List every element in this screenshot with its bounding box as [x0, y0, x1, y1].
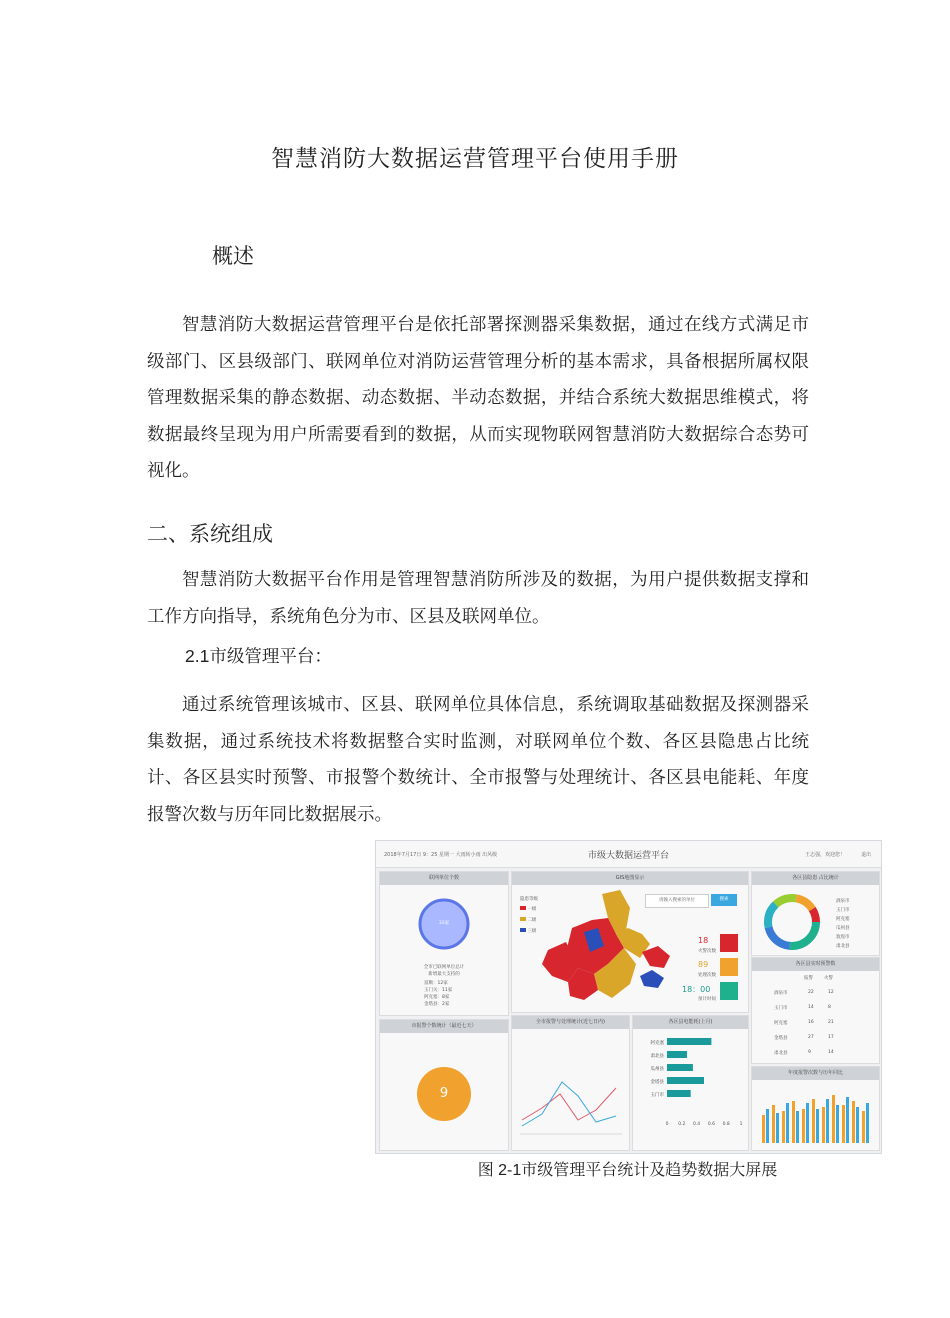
energy-bar: [667, 1090, 691, 1097]
map-stat-label-0: 火警次数: [698, 949, 716, 954]
dashboard-header: [376, 841, 881, 868]
map-regions: [512, 872, 748, 1012]
alarm-count-value: 9: [439, 1086, 449, 1101]
warning-row-a-3: 27: [808, 1035, 814, 1040]
map-stat-label-1: 处理次数: [698, 973, 716, 978]
units-list-1: 玉门关：11家: [424, 988, 453, 993]
warning-row-name-2: 阿克塞: [774, 1021, 788, 1026]
trend-lines: [512, 1030, 629, 1150]
warning-row-b-0: 12: [828, 990, 834, 995]
energy-chart: [633, 1030, 748, 1148]
map-legend-2: 二级: [520, 917, 536, 923]
energy-tick-label: 0.2: [678, 1122, 686, 1127]
warning-col-1: 火警: [824, 976, 833, 981]
map-search-button[interactable]: 搜索: [711, 894, 737, 906]
dashboard-title: 市级大数据运营平台: [587, 851, 669, 861]
energy-category-label: 玉门市: [650, 1093, 664, 1098]
caption-label: 市级管理平台统计及趋势数据大屏展: [521, 1160, 778, 1179]
city-platform-paragraph: 通过系统管理该城市、区县、联网单位具体信息，系统调取基础数据及探测器采集数据，通过系统技术将数据整合实时监测，对联网单位个数、各区县隐患占比统计、各区县实时预警、市报警个数统计、全市报警与处理统计、各区县电能耗、年度报警次数与历年同比数据展示。: [147, 695, 809, 825]
yearly-bars: [752, 1081, 879, 1149]
warning-row-name-3: 金塔县: [774, 1036, 788, 1041]
energy-bar: [667, 1038, 711, 1045]
dashboard-date: 2018年7月17日 9：25 星期一 大雨转小雨 出风级: [384, 852, 498, 858]
units-panel: [379, 871, 509, 1016]
system-paragraph: 智慧消防大数据平台作用是管理智慧消防所涉及的数据，为用户提供数据支撑和工作方向指导，系统角色分为市、区县及联网单位。: [147, 570, 809, 627]
figure-caption: [375, 1157, 880, 1180]
map-panel: [511, 871, 749, 1013]
warning-row-b-2: 21: [828, 1020, 834, 1025]
map-legend-1: 一级: [520, 906, 536, 912]
alarm-count-panel: [379, 1019, 509, 1151]
trend-panel: [511, 1015, 630, 1151]
map-stat-value-0: 18: [698, 936, 709, 945]
energy-tick-label: 0.6: [707, 1122, 715, 1127]
map-legend-3: 三级: [520, 928, 536, 934]
ratio-legend-2: 阿克塞: [836, 917, 850, 922]
energy-tick-label: 0: [665, 1122, 669, 1127]
section-heading-system: 二、系统组成: [147, 522, 273, 546]
map-stat-badge-0: [720, 934, 738, 952]
yearly-panel-title: 年度报警次数与历年同比: [752, 1067, 879, 1080]
energy-bar: [667, 1077, 704, 1084]
energy-tick-label: 0.8: [722, 1122, 730, 1127]
dashboard-figure: [375, 840, 882, 1154]
map-stat-value-1: 89: [698, 960, 709, 969]
map-stat-badge-2: [720, 982, 738, 1000]
ratio-legend-0: 酒泉市: [836, 899, 850, 904]
subsection-number: 2.1: [185, 646, 210, 666]
units-panel-title: 联网单位个数: [380, 872, 508, 885]
energy-tick-label: 1: [739, 1122, 743, 1127]
map-stat-badge-1: [720, 958, 738, 976]
warning-panel-title: 各区县实时预警数: [752, 958, 879, 971]
ratio-donut: [754, 886, 834, 956]
units-list-3: 金塔县：2家: [424, 1002, 450, 1007]
energy-category-label: 瓜州县: [650, 1067, 664, 1072]
warning-row-name-1: 玉门市: [774, 1006, 788, 1011]
map-stat-label-2: 预计时间: [698, 997, 716, 1002]
warning-row-b-4: 14: [828, 1050, 834, 1055]
energy-bar: [667, 1064, 693, 1071]
ratio-legend-1: 玉门市: [836, 908, 850, 913]
energy-panel-title: 各区县电能耗(上月): [633, 1016, 748, 1029]
warning-row-a-4: 9: [808, 1050, 811, 1055]
trend-panel-title: 全市报警与处理统计(近七日内): [512, 1016, 629, 1029]
caption-number: 图 2-1: [477, 1162, 522, 1179]
dashboard-logout: 退出: [860, 852, 871, 858]
energy-tick-label: 0.4: [693, 1122, 701, 1127]
subsection-heading-city: [185, 643, 332, 668]
ratio-legend-4: 敦煌市: [836, 935, 850, 940]
dashboard-user: 王志强，欢迎您！: [804, 852, 845, 858]
warning-row-name-0: 酒泉市: [774, 991, 788, 996]
overview-heading: 概述: [212, 244, 254, 268]
ratio-panel-title: 各区县隐患 占比统计: [752, 872, 879, 885]
ratio-legend-3: 瓜州县: [836, 926, 850, 931]
document-title: 智慧消防大数据运营管理平台使用手册: [271, 146, 679, 172]
yearly-panel: [751, 1066, 880, 1151]
warning-col-0: 报警: [804, 976, 813, 981]
subsection-label: 市级管理平台：: [209, 647, 332, 667]
ratio-panel: [751, 871, 880, 956]
warning-row-a-1: 14: [808, 1005, 814, 1010]
warning-row-a-0: 22: [808, 990, 814, 995]
units-center-label: 33家: [438, 921, 450, 926]
alarm-count-title: 市报警个数统计（最近七天）: [380, 1020, 508, 1033]
energy-category-label: 金塔县: [650, 1080, 664, 1085]
warning-panel: [751, 957, 880, 1064]
map-panel-title: GIS地图显示: [512, 872, 748, 885]
energy-panel: [632, 1015, 749, 1151]
energy-category-label: 阿克塞: [650, 1041, 664, 1046]
warning-row-b-1: 8: [828, 1005, 831, 1010]
energy-bar: [667, 1051, 687, 1058]
units-list-0: 富顺：12家: [424, 981, 448, 986]
map-legend-title: 隐患等级: [520, 897, 538, 902]
energy-category-label: 肃北县: [650, 1054, 664, 1059]
warning-row-b-3: 17: [828, 1035, 834, 1040]
units-note-2: 新增最大支持的: [428, 972, 460, 977]
units-note-1: 全市已联网单位总计: [423, 965, 465, 970]
map-stat-value-2: 18：00: [682, 985, 711, 994]
overview-paragraph: 智慧消防大数据运营管理平台是依托部署探测器采集数据，通过在线方式满足市级部门、区县级部门、联网单位对消防运营管理分析的基本需求，具备根据所属权限管理数据采集的静态数据、动态数据、半动态数据，并结合系统大数据思维模式，将数据最终呈现为用户所需要看到的数据，从而实现物联网智慧消防大数据综合态势可视化。: [147, 315, 809, 481]
ratio-legend-5: 肃北县: [836, 944, 850, 949]
map-search-input[interactable]: 请输入搜索的单位: [645, 894, 709, 908]
units-list-2: 阿克塞：8家: [424, 995, 450, 1000]
warning-row-a-2: 16: [808, 1020, 814, 1025]
warning-row-name-4: 肃北县: [774, 1051, 788, 1056]
